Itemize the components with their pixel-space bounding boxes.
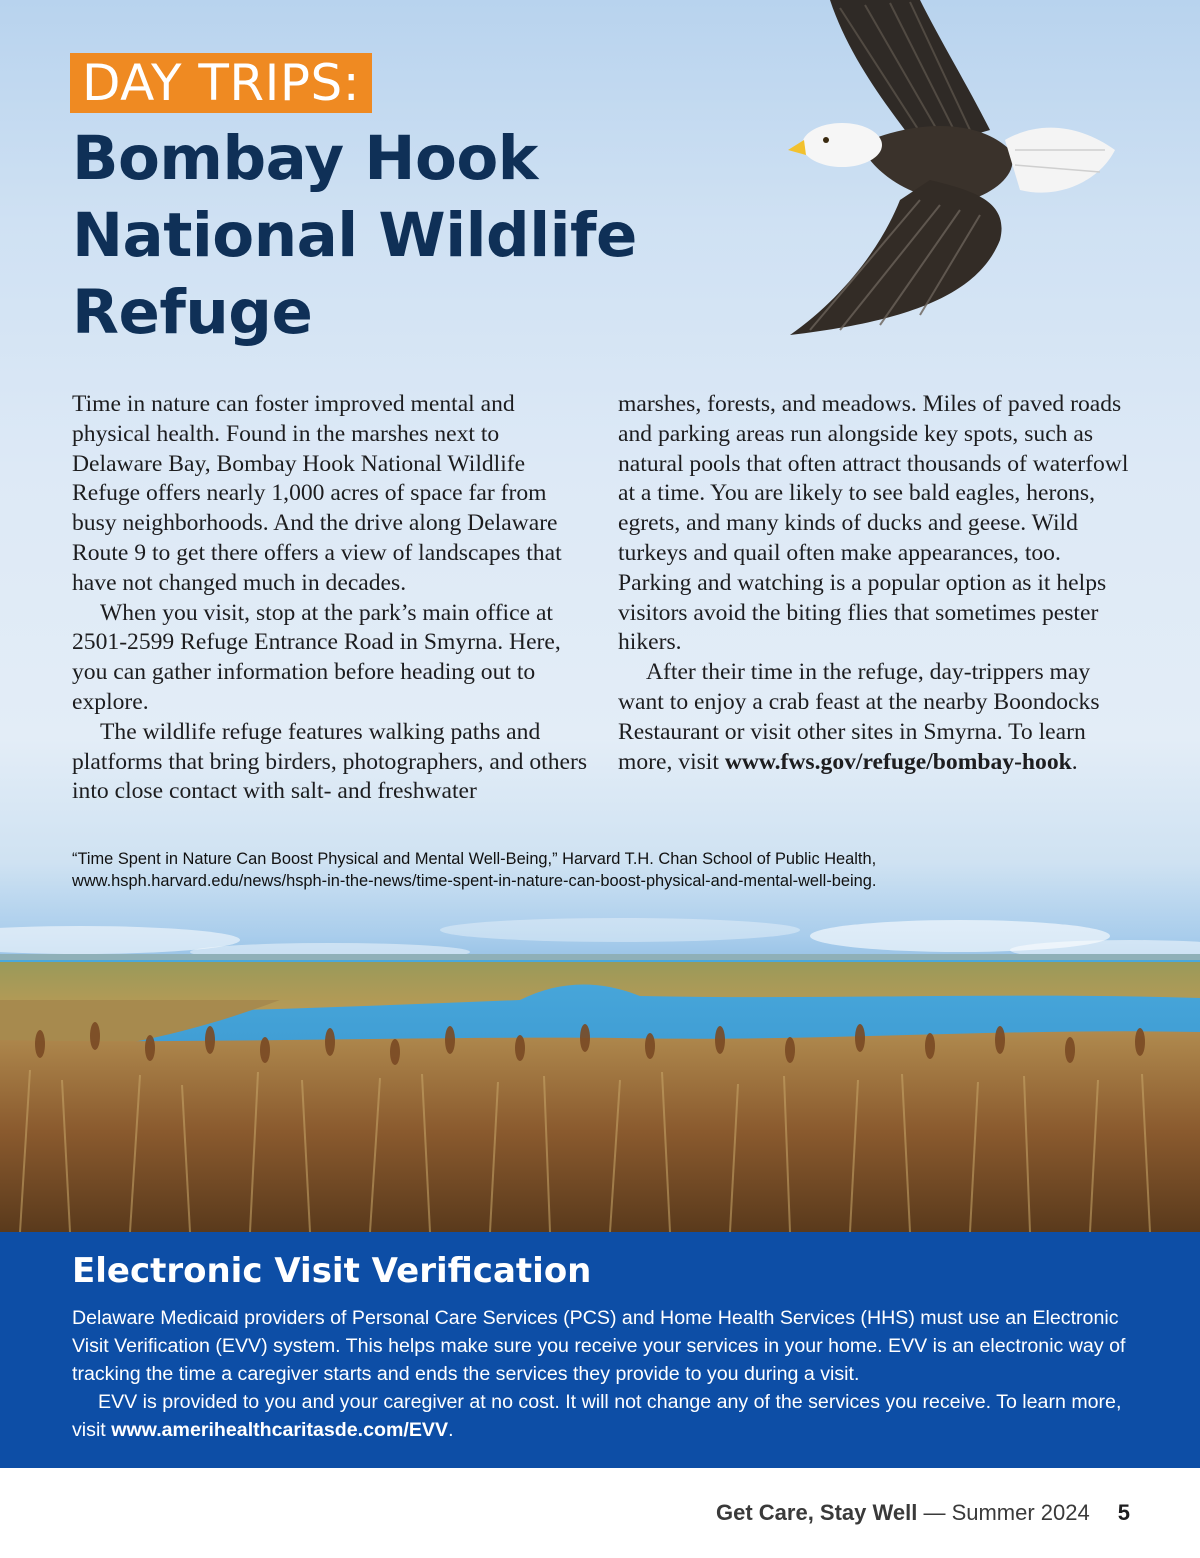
article-column-right (618, 390, 1138, 777)
evv-callout (0, 1232, 1200, 1468)
closing-text: After their time in the refuge, day-trippers may want to enjoy a crab feast at the nearby Boondocks Restaurant or visit other sites in Smyrna. To learn more, visit (618, 659, 1100, 775)
footnote-citation: “Time Spent in Nature Can Boost Physical and Mental Well-Being,” Harvard T.H. Chan School of Public Health, (72, 850, 877, 868)
evv-text: EVV is provided to you and your caregiver at no cost. It will not change any of the services you receive. To learn more, visit (72, 1391, 1122, 1441)
article-paragraph: Time in nature can foster improved mental and physical health. Found in the marshes next to Delaware Bay, Bombay Hook National Wildlife Refuge offers nearly 1,000 acres of space far from busy neighborhoods. And the drive along Delaware Route 9 to get there offers a view of landscapes that have not changed much in decades. (72, 391, 562, 596)
page-footer (716, 1496, 1130, 1530)
issue-label: — Summer 2024 (917, 1500, 1090, 1525)
marsh-landscape-illustration (0, 940, 1200, 1232)
closing-period: . (1071, 748, 1078, 775)
article-column-left (72, 390, 592, 807)
evv-period: . (448, 1419, 454, 1441)
article-paragraph: marshes, forests, and meadows. Miles of paved roads and parking areas run alongside key spots, such as natural pools that often attract thousands of waterfowl at a time. You are likely to see bald eagles, herons, egrets, and many kinds of ducks and geese. Wild turkeys and quail often make appearances, too. Parking and watching is a popular option as it helps visitors avoid the biting flies that sometimes pester hikers. (618, 391, 1129, 656)
refuge-link[interactable]: www.fws.gov/refuge/bombay-hook (724, 748, 1072, 775)
article-title: Bombay Hook National Wildlife Refuge (72, 123, 637, 348)
article-paragraph: When you visit, stop at the park’s main office at 2501-2599 Refuge Entrance Road in Smyrna. Here, you can gather information before heading out to explore. (72, 599, 561, 715)
evv-heading: Electronic Visit Verification (72, 1251, 592, 1291)
section-kicker: DAY TRIPS: (70, 53, 372, 113)
evv-link[interactable]: www.amerihealthcaritasde.com/EVV (111, 1419, 449, 1441)
article-closing-paragraph (618, 658, 1138, 777)
footnote (72, 848, 1132, 892)
bald-eagle-illustration (770, 0, 1115, 335)
publication-name: Get Care, Stay Well (716, 1500, 918, 1525)
article-paragraph: The wildlife refuge features walking paths and platforms that bring birders, photographers, and others into close contact with salt- and freshwater (72, 718, 588, 805)
footnote-url[interactable]: www.hsph.harvard.edu/news/hsph-in-the-news/time-spent-in-nature-can-boost-physical-and-mental-well-being. (72, 872, 877, 890)
page-number: 5 (1117, 1500, 1130, 1525)
evv-paragraph: Delaware Medicaid providers of Personal Care Services (PCS) and Home Health Services (HHS) must use an Electronic Visit Verification (EVV) system. This helps make sure you receive your services in your home. EVV is an electronic way of tracking the time a caregiver starts and ends the services they provide to you during a visit. (72, 1307, 1126, 1385)
evv-paragraph-2 (72, 1388, 1128, 1444)
